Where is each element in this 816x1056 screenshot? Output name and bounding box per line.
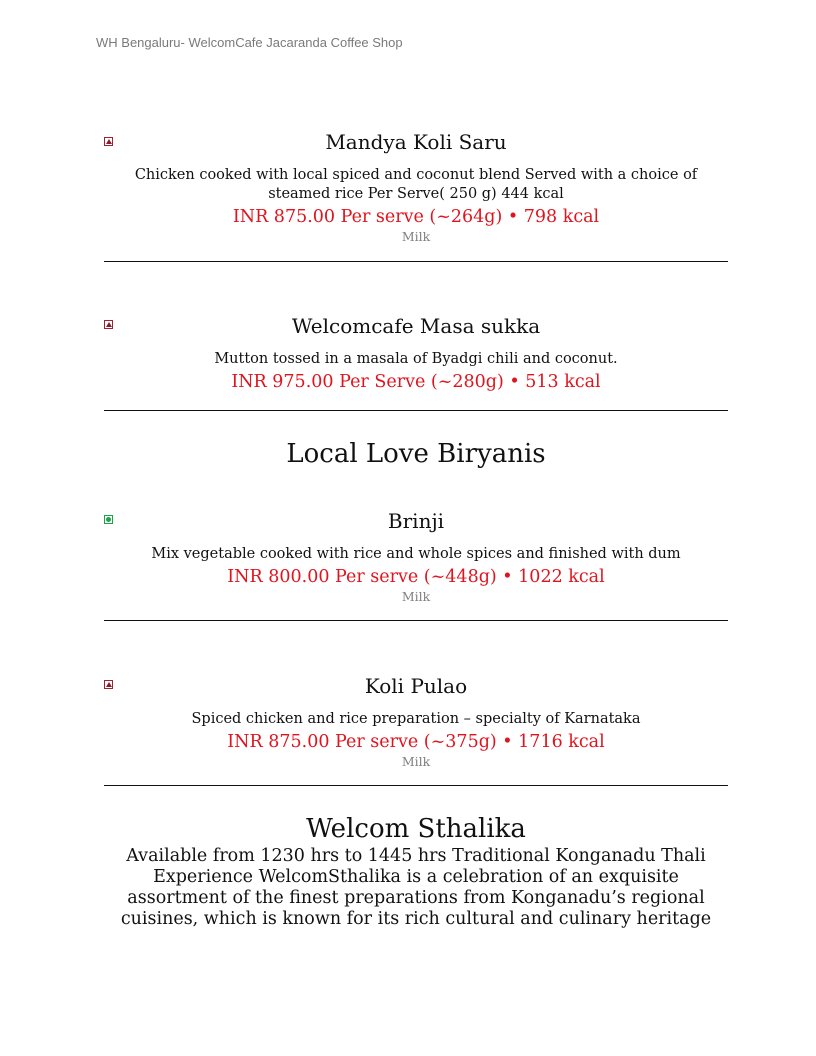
- dish-description: Spiced chicken and rice preparation – specialty of Karnataka: [191, 711, 641, 727]
- dish-allergen: Milk: [401, 754, 431, 769]
- dish-name: Brinji: [387, 509, 445, 533]
- divider: [104, 261, 728, 262]
- dish-name: Welcomcafe Masa sukka: [291, 314, 541, 338]
- dish-price: INR 875.00 Per serve (~264g) • 798 kcal: [232, 207, 600, 227]
- divider: [104, 620, 728, 621]
- section-title-sthalika: Welcom Sthalika: [306, 814, 526, 844]
- menu-item: [104, 314, 728, 394]
- section-description-sthalika: Available from 1230 hrs to 1445 hrs Traditional Konganadu Thali Experience WelcomSthalika is a celebration of an exquisite assortment of the finest preparations from Konganadu’s regional cuisines, which is known for its rich cultural and culinary heritage: [120, 846, 712, 929]
- non-veg-marker-icon: [104, 680, 113, 689]
- dish-description: Mix vegetable cooked with rice and whole spices and finished with dum: [151, 546, 681, 562]
- veg-marker-icon: [104, 515, 113, 524]
- dish-price: INR 800.00 Per serve (~448g) • 1022 kcal: [227, 567, 605, 587]
- dish-price: INR 875.00 Per serve (~375g) • 1716 kcal: [227, 732, 605, 752]
- non-veg-marker-icon: [104, 320, 113, 329]
- menu-item: [104, 509, 728, 605]
- non-veg-marker-icon: [104, 137, 113, 146]
- dish-name: Koli Pulao: [364, 674, 468, 698]
- dish-name: Mandya Koli Saru: [325, 130, 507, 154]
- divider: [104, 410, 728, 411]
- dish-description: Mutton tossed in a masala of Byadgi chili and coconut.: [214, 351, 618, 367]
- dish-price: INR 975.00 Per Serve (~280g) • 513 kcal: [231, 372, 601, 392]
- dish-allergen: Milk: [401, 229, 431, 244]
- dish-description: Chicken cooked with local spiced and coconut blend Served with a choice of steamed rice Per Serve( 250 g) 444 kcal: [134, 167, 698, 202]
- page-header-title: WH Bengaluru- WelcomCafe Jacaranda Coffee Shop: [96, 35, 403, 50]
- section-title-biryanis: Local Love Biryanis: [286, 439, 546, 469]
- menu-item: [104, 674, 728, 770]
- dish-allergen: Milk: [401, 589, 431, 604]
- menu-item: [104, 130, 728, 245]
- divider: [104, 785, 728, 786]
